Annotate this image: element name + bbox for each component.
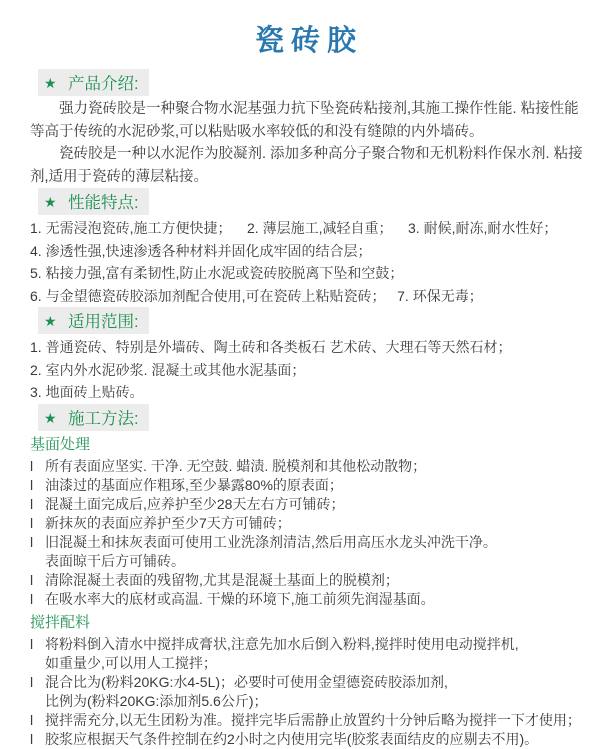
- bullet-text: [45, 514, 588, 533]
- section-method: [30, 404, 588, 749]
- bullet-item: [30, 673, 588, 711]
- bullet-item: [30, 711, 588, 730]
- scope-line: 3. 地面砖上贴砖。: [30, 384, 144, 400]
- bullet-item: [30, 730, 588, 749]
- section-heading-band: [38, 188, 149, 215]
- section-heading-features: [38, 188, 588, 215]
- section-heading-band: [38, 69, 149, 96]
- section-heading-label: 性能特点:: [68, 194, 139, 212]
- bullet-marker-icon: l: [30, 457, 34, 474]
- bullet-line: 胶浆应根据天气条件控制在约2小时之内使用完毕(胶浆表面结皮的应剔去不用)。: [45, 730, 539, 747]
- section-heading-label: 产品介绍:: [68, 75, 139, 93]
- section-heading-method: [38, 404, 588, 431]
- bullet-line: 油漆过的基面应作粗琢,至少暴露80%的原表面；: [45, 476, 343, 493]
- bullet-line: 清除混凝土表面的残留物,尤其是混凝土基面上的脱模剂；: [45, 571, 399, 588]
- bullet-item: [30, 457, 588, 476]
- bullet-marker-icon: l: [30, 673, 34, 690]
- star-icon: ★: [44, 194, 57, 210]
- bullet-marker-icon: l: [30, 730, 34, 747]
- bullet-item: [30, 495, 588, 514]
- feature-line: 1. 无需浸泡瓷砖,施工方便快捷； 2. 薄层施工,减轻自重； 3. 耐候,耐冻,耐水性好；: [30, 220, 558, 236]
- bullet-text: [45, 476, 588, 495]
- section-heading-product-intro: [38, 69, 588, 96]
- star-icon: ★: [44, 409, 57, 426]
- bullet-text: [45, 495, 588, 514]
- feature-line: 4. 渗透性强,快速渗透各种材料并固化成牢固的结合层；: [30, 242, 372, 259]
- bullet-line: 混合比为(粉料20KG:水4-5L)；必要时可使用金望德瓷砖胶添加剂,: [45, 673, 448, 690]
- bullet-marker-icon: l: [30, 476, 34, 493]
- bullet-marker-icon: l: [30, 571, 34, 588]
- bullet-line: 新抹灰的表面应养护至少7天方可铺砖；: [45, 514, 291, 531]
- subsection-title-base-treatment: 基面处理: [30, 435, 91, 453]
- bullet-marker-icon: l: [30, 514, 34, 531]
- section-heading-label: 适用范围:: [68, 313, 139, 331]
- bullet-item: [30, 571, 588, 590]
- bullet-text: [45, 571, 588, 590]
- star-icon: ★: [44, 75, 57, 91]
- bullet-text: [45, 711, 588, 730]
- section-scope: [30, 307, 588, 404]
- section-heading-label: 施工方法:: [68, 409, 139, 428]
- bullet-line: 比例为(粉料20KG:添加剂5.6公斤)；: [45, 692, 268, 709]
- bullet-item: [30, 635, 588, 673]
- bullet-text: [45, 635, 588, 673]
- feature-line: 6. 与金望德瓷砖胶添加剂配合使用,可在瓷砖上粘贴瓷砖； 7. 环保无毒；: [30, 287, 483, 304]
- bullet-text: [45, 590, 588, 609]
- bullet-text: [45, 457, 588, 476]
- bullet-item: [30, 476, 588, 495]
- bullet-line: 旧混凝土和抹灰表面可使用工业洗涤剂清洁,然后用高压水龙头冲洗干净。: [45, 533, 497, 550]
- intro-paragraph: 瓷砖胶是一种以水泥作为胶凝剂. 添加多种高分子聚合物和无机粉料作保水剂. 粘接剂,适用于瓷砖的薄层粘接。: [30, 146, 583, 185]
- scope-line: 1. 普通瓷砖、特别是外墙砖、陶土砖和各类板石 艺术砖、大理石等天然石材；: [30, 339, 512, 355]
- scope-line: 2. 室内外水泥砂浆. 混凝土或其他水泥基面；: [30, 361, 306, 378]
- section-heading-band: [38, 404, 149, 431]
- bullet-marker-icon: l: [30, 635, 34, 652]
- bullet-line: 表面晾干后方可铺砖。: [45, 552, 185, 569]
- bullet-marker-icon: l: [30, 533, 34, 550]
- feature-line: 5. 粘接力强,富有柔韧性,防止水泥或瓷砖胶脱离下坠和空鼓；: [30, 265, 404, 281]
- section-features: [30, 188, 588, 307]
- star-icon: ★: [44, 313, 57, 329]
- bullet-item: [30, 533, 588, 571]
- bullet-marker-icon: l: [30, 590, 34, 607]
- bullet-line: 如重量少,可以用人工搅拌；: [45, 654, 217, 671]
- bullet-text: [45, 673, 588, 711]
- subsection-title-mixing: 搅拌配料: [30, 613, 91, 631]
- section-product-intro: [30, 69, 588, 188]
- section-heading-scope: [38, 307, 588, 334]
- bullet-line: 混凝土面完成后,应养护至少28天左右方可铺砖；: [45, 495, 345, 512]
- bullet-line: 将粉料倒入清水中搅拌成膏状,注意先加水后倒入粉料,搅拌时使用电动搅拌机,: [45, 635, 519, 652]
- bullet-text: [45, 730, 588, 749]
- bullet-marker-icon: l: [30, 711, 34, 728]
- bullet-item: [30, 514, 588, 533]
- section-heading-band: [38, 307, 149, 334]
- bullet-line: 所有表面应坚实. 干净. 无空鼓. 蜡渍. 脱模剂和其他松动散物；: [45, 457, 427, 474]
- bullet-text: [45, 533, 588, 571]
- bullet-line: 搅拌需充分,以无生团粉为准。搅拌完毕后需静止放置约十分钟后略为搅拌一下才使用；: [45, 711, 581, 728]
- intro-paragraph: 强力瓷砖胶是一种聚合物水泥基强力抗下坠瓷砖粘接剂,其施工操作性能. 粘接性能等高于传统的水泥砂浆,可以粘贴吸水率较低的和没有缝隙的内外墙砖。: [30, 101, 579, 140]
- bullet-line: 在吸水率大的底材或高温. 干燥的环境下,施工前须先润湿基面。: [45, 590, 435, 607]
- page-title: 瓷砖胶: [254, 25, 363, 57]
- bullet-marker-icon: l: [30, 495, 34, 512]
- bullet-item: [30, 590, 588, 609]
